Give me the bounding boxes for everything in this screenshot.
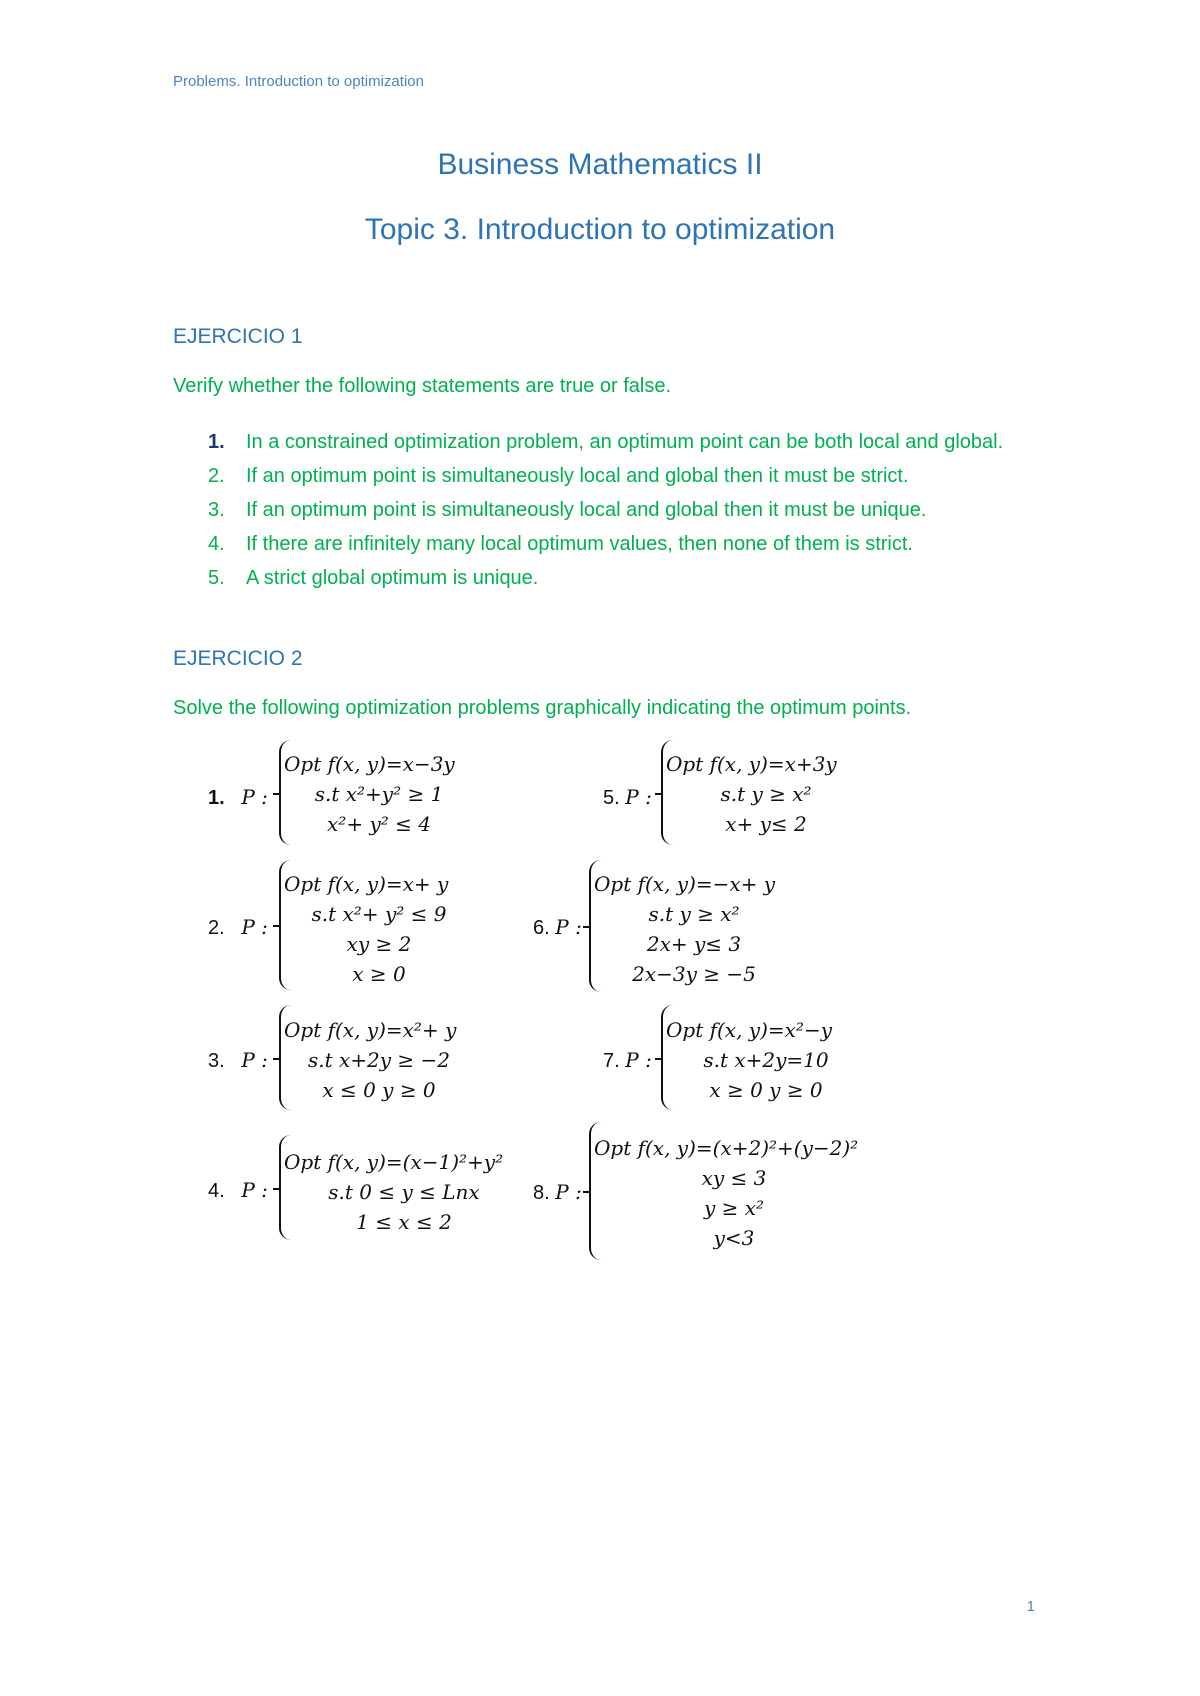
problem-label bbox=[208, 1048, 268, 1073]
exercise-2-heading: EJERCICIO 2 bbox=[173, 647, 303, 670]
item-number: 4. bbox=[208, 533, 225, 555]
objective: Opt f(x, y)=x+ y bbox=[284, 872, 449, 896]
problem-label bbox=[533, 1180, 582, 1205]
objective: Opt f(x, y)=−x+ y bbox=[594, 872, 776, 896]
item-number: 1. bbox=[208, 431, 225, 453]
problem-number: 8. bbox=[533, 1182, 550, 1204]
constraint: s.t x+2y ≥ −2 bbox=[307, 1048, 451, 1072]
exercise-1-list bbox=[173, 425, 1053, 595]
constraint: xy ≥ 2 bbox=[346, 932, 412, 956]
page-header: Problems. Introduction to optimization bbox=[173, 73, 424, 90]
list-item bbox=[173, 561, 1053, 595]
objective: Opt f(x, y)=x²−y bbox=[666, 1018, 833, 1042]
constraint: x²+ y² ≤ 4 bbox=[327, 812, 431, 836]
exercise-2-intro: Solve the following optimization problems graphically indicating the optimum points. bbox=[173, 697, 912, 719]
problem-number: 6. bbox=[533, 917, 550, 939]
problem-number: 5. bbox=[603, 787, 620, 809]
problem-label bbox=[208, 915, 268, 940]
exercise-1-heading: EJERCICIO 1 bbox=[173, 325, 303, 348]
problem-number: 3. bbox=[208, 1050, 225, 1072]
problem-p: P : bbox=[241, 915, 268, 939]
constraint: xy ≤ 3 bbox=[701, 1166, 767, 1190]
problem-p: P : bbox=[241, 1048, 268, 1072]
item-text: If an optimum point is simultaneously local and global then it must be strict. bbox=[246, 465, 909, 487]
constraint: s.t y ≥ x² bbox=[720, 782, 812, 806]
exercise-1-intro: Verify whether the following statements are true or false. bbox=[173, 375, 672, 397]
problem-number: 2. bbox=[208, 917, 225, 939]
objective: Opt f(x, y)=x²+ y bbox=[284, 1018, 457, 1042]
problem-label bbox=[208, 1178, 268, 1203]
constraint: 2x+ y≤ 3 bbox=[646, 932, 742, 956]
problem-p: P : bbox=[241, 785, 268, 809]
constraint: y ≥ x² bbox=[703, 1196, 765, 1220]
constraint: s.t 0 ≤ y ≤ Lnx bbox=[328, 1180, 480, 1204]
constraint: s.t x²+ y² ≤ 9 bbox=[311, 902, 447, 926]
problem-p: P : bbox=[555, 915, 582, 939]
constraint: 2x−3y ≥ −5 bbox=[632, 962, 756, 986]
problem-number: 4. bbox=[208, 1180, 225, 1202]
item-number: 5. bbox=[208, 567, 225, 589]
item-number: 2. bbox=[208, 465, 225, 487]
problem-p: P : bbox=[625, 1048, 652, 1072]
document-subtitle: Topic 3. Introduction to optimization bbox=[364, 213, 836, 246]
constraint: s.t x²+y² ≥ 1 bbox=[314, 782, 444, 806]
list-item bbox=[173, 493, 1053, 527]
constraint: x+ y≤ 2 bbox=[725, 812, 807, 836]
list-item bbox=[173, 527, 1053, 561]
problem-label bbox=[603, 785, 652, 810]
problem-number: 1. bbox=[208, 787, 225, 809]
document-title: Business Mathematics II bbox=[437, 148, 763, 181]
objective: Opt f(x, y)=(x−1)²+y² bbox=[284, 1150, 504, 1174]
problem-label bbox=[603, 1048, 652, 1073]
constraint: s.t y ≥ x² bbox=[648, 902, 740, 926]
objective: Opt f(x, y)=(x+2)²+(y−2)² bbox=[594, 1136, 859, 1160]
item-number: 3. bbox=[208, 499, 225, 521]
constraint: x ≤ 0 y ≥ 0 bbox=[322, 1078, 436, 1102]
item-text: If an optimum point is simultaneously local and global then it must be unique. bbox=[246, 499, 927, 521]
objective: Opt f(x, y)=x+3y bbox=[666, 752, 837, 776]
constraint: x ≥ 0 bbox=[352, 962, 406, 986]
constraint: 1 ≤ x ≤ 2 bbox=[356, 1210, 452, 1234]
objective: Opt f(x, y)=x−3y bbox=[284, 752, 455, 776]
list-item bbox=[173, 459, 1053, 493]
list-item bbox=[173, 425, 1053, 459]
problem-p: P : bbox=[555, 1180, 582, 1204]
constraint: s.t x+2y=10 bbox=[703, 1048, 829, 1072]
item-text: In a constrained optimization problem, an optimum point can be both local and global. bbox=[246, 431, 1004, 453]
problem-label bbox=[533, 915, 582, 940]
problem-p: P : bbox=[625, 785, 652, 809]
constraint: y<3 bbox=[713, 1226, 755, 1250]
problem-number: 7. bbox=[603, 1050, 620, 1072]
problem-label bbox=[208, 785, 268, 810]
page-number: 1 bbox=[1026, 1598, 1035, 1615]
item-text: If there are infinitely many local optimum values, then none of them is strict. bbox=[246, 533, 913, 555]
problem-p: P : bbox=[241, 1178, 268, 1202]
item-text: A strict global optimum is unique. bbox=[246, 567, 539, 589]
constraint: x ≥ 0 y ≥ 0 bbox=[709, 1078, 823, 1102]
